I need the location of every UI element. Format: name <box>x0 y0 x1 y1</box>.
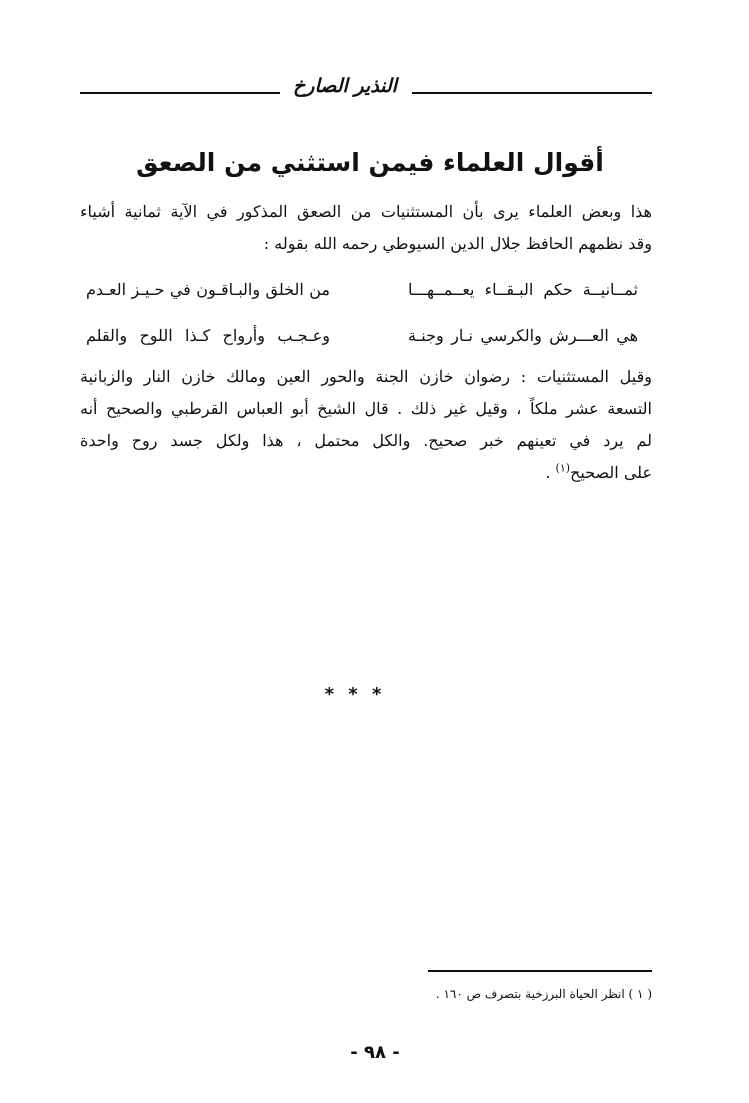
intro-paragraph <box>80 196 652 260</box>
poem-verse <box>80 266 652 314</box>
verse-first-hemistich: ثمــانيــة حكم البـقــاء يعــمــهـــا <box>408 280 638 299</box>
running-title: النذير الصارخ <box>293 75 397 97</box>
chapter-title: أقوال العلماء فيمن استثني من الصعق <box>136 148 604 177</box>
opinions-paragraph <box>80 361 652 489</box>
paragraph-line: وقد نظمهم الحافظ جلال الدين السيوطي رحمه الله بقوله : <box>263 234 652 253</box>
verse-first-hemistich: هي العـــرش والكرسي نـار وجنـة <box>408 326 638 345</box>
paragraph-line: لم يرد في تعينهم خبر صحيح. والكل محتمل ، هذا ولكل جسد روح واحدة <box>80 431 652 450</box>
header-rule-right <box>412 92 652 94</box>
verse-second-hemistich: من الخلق والبـاقـون في حـيـز العـدم <box>86 280 330 299</box>
header-rule-left <box>80 92 280 94</box>
last-line-end: . <box>545 463 556 482</box>
last-line-text: على الصحيح <box>570 463 652 482</box>
page-number: - ٩٨ - <box>350 1042 400 1063</box>
paragraph-line: هذا وبعض العلماء يرى بأن المستثنيات من الصعق المذكور في الآية ثمانية أشياء <box>80 202 652 221</box>
footnote: ( ١ ) انظر الحياة البرزخية بتصرف ص ١٦٠ . <box>435 987 652 1001</box>
poem-verse <box>80 312 652 360</box>
footnote-marker[interactable]: (١) <box>555 461 571 475</box>
section-separator: * * * <box>324 684 386 705</box>
paragraph-last-line <box>80 457 652 489</box>
footnote-rule <box>428 970 652 972</box>
paragraph-line: التسعة عشر ملكاً ، وقيل غير ذلك . قال الشيخ أبو العباس القرطبي والصحيح أنه <box>80 399 652 418</box>
paragraph-line: وقيل المستثنيات : رضوان خازن الجنة والحور العين ومالك خازن النار والزبانية <box>80 367 652 386</box>
verse-second-hemistich: وعـجـب وأرواح كـذا اللوح والقلم <box>86 326 330 345</box>
